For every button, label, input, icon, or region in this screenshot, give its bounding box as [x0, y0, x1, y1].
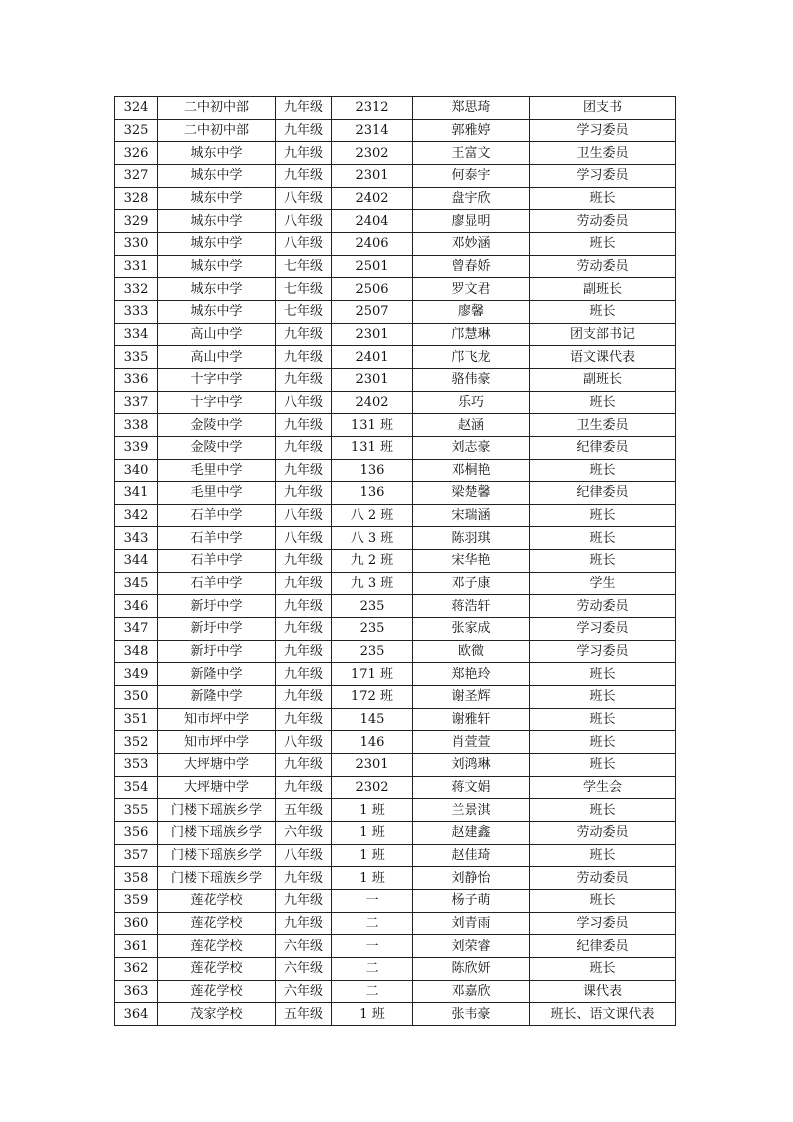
school-cell: 毛里中学 [158, 482, 276, 505]
school-cell: 城东中学 [158, 164, 276, 187]
school-cell: 知市坪中学 [158, 731, 276, 754]
table-row [115, 889, 676, 912]
row-number-cell: 346 [115, 595, 158, 618]
table-row [115, 550, 676, 573]
position-cell: 课代表 [530, 980, 676, 1003]
class-cell: 172 班 [332, 686, 413, 709]
table-row [115, 527, 676, 550]
row-number-cell: 327 [115, 164, 158, 187]
student-name-cell: 何泰宇 [413, 164, 530, 187]
grade-cell: 九年级 [276, 550, 332, 573]
student-name-cell: 赵涵 [413, 414, 530, 437]
row-number-cell: 342 [115, 504, 158, 527]
school-cell: 高山中学 [158, 346, 276, 369]
class-cell: 2314 [332, 119, 413, 142]
table-row [115, 210, 676, 233]
table-row [115, 912, 676, 935]
class-cell: 2301 [332, 754, 413, 777]
student-name-cell: 蒋文娟 [413, 776, 530, 799]
student-name-cell: 邓妙涵 [413, 232, 530, 255]
table-row [115, 436, 676, 459]
class-cell: 2301 [332, 164, 413, 187]
position-cell: 学习委员 [530, 119, 676, 142]
student-name-cell: 骆伟豪 [413, 368, 530, 391]
grade-cell: 九年级 [276, 640, 332, 663]
row-number-cell: 337 [115, 391, 158, 414]
position-cell: 班长 [530, 459, 676, 482]
student-name-cell: 郭雅婷 [413, 119, 530, 142]
class-cell: 2507 [332, 300, 413, 323]
student-name-cell: 杨子萌 [413, 889, 530, 912]
school-cell: 高山中学 [158, 323, 276, 346]
class-cell: 1 班 [332, 1003, 413, 1026]
table-row [115, 142, 676, 165]
class-cell: 171 班 [332, 663, 413, 686]
school-cell: 石羊中学 [158, 550, 276, 573]
grade-cell: 九年级 [276, 618, 332, 641]
row-number-cell: 348 [115, 640, 158, 663]
table-row [115, 459, 676, 482]
school-cell: 知市坪中学 [158, 708, 276, 731]
student-name-cell: 兰景淇 [413, 799, 530, 822]
grade-cell: 五年级 [276, 799, 332, 822]
school-cell: 新隆中学 [158, 663, 276, 686]
class-cell: 1 班 [332, 822, 413, 845]
row-number-cell: 334 [115, 323, 158, 346]
grade-cell: 七年级 [276, 278, 332, 301]
table-row [115, 867, 676, 890]
grade-cell: 九年级 [276, 119, 332, 142]
position-cell: 语文课代表 [530, 346, 676, 369]
table-row [115, 731, 676, 754]
grade-cell: 六年级 [276, 822, 332, 845]
class-cell: 136 [332, 482, 413, 505]
table-row [115, 300, 676, 323]
position-cell: 班长 [530, 844, 676, 867]
table-row [115, 663, 676, 686]
row-number-cell: 353 [115, 754, 158, 777]
student-name-cell: 廖馨 [413, 300, 530, 323]
class-cell: 二 [332, 912, 413, 935]
student-name-cell: 邓嘉欣 [413, 980, 530, 1003]
class-cell: 235 [332, 618, 413, 641]
school-cell: 石羊中学 [158, 572, 276, 595]
position-cell: 团支书 [530, 97, 676, 120]
student-name-cell: 刘志豪 [413, 436, 530, 459]
class-cell: 146 [332, 731, 413, 754]
table-row [115, 686, 676, 709]
row-number-cell: 325 [115, 119, 158, 142]
grade-cell: 九年级 [276, 889, 332, 912]
position-cell: 学习委员 [530, 640, 676, 663]
table-row [115, 754, 676, 777]
student-name-cell: 郑艳玲 [413, 663, 530, 686]
table-row [115, 1003, 676, 1026]
student-name-cell: 欧微 [413, 640, 530, 663]
student-name-cell: 刘青雨 [413, 912, 530, 935]
grade-cell: 八年级 [276, 232, 332, 255]
row-number-cell: 333 [115, 300, 158, 323]
class-cell: 136 [332, 459, 413, 482]
class-cell: 1 班 [332, 867, 413, 890]
school-cell: 门楼下瑶族乡学 [158, 822, 276, 845]
class-cell: 2406 [332, 232, 413, 255]
table-row [115, 957, 676, 980]
table-row [115, 232, 676, 255]
position-cell: 纪律委员 [530, 935, 676, 958]
row-number-cell: 336 [115, 368, 158, 391]
class-cell: 131 班 [332, 414, 413, 437]
class-cell: 八 2 班 [332, 504, 413, 527]
position-cell: 劳动委员 [530, 255, 676, 278]
position-cell: 班长 [530, 957, 676, 980]
school-cell: 毛里中学 [158, 459, 276, 482]
position-cell: 团支部书记 [530, 323, 676, 346]
student-name-cell: 宋瑞涵 [413, 504, 530, 527]
row-number-cell: 331 [115, 255, 158, 278]
position-cell: 班长 [530, 187, 676, 210]
class-cell: 235 [332, 640, 413, 663]
row-number-cell: 362 [115, 957, 158, 980]
position-cell: 班长 [530, 504, 676, 527]
position-cell: 劳动委员 [530, 595, 676, 618]
school-cell: 城东中学 [158, 210, 276, 233]
position-cell: 班长 [530, 731, 676, 754]
class-cell: 2301 [332, 323, 413, 346]
grade-cell: 九年级 [276, 414, 332, 437]
row-number-cell: 349 [115, 663, 158, 686]
class-cell: 八 3 班 [332, 527, 413, 550]
row-number-cell: 338 [115, 414, 158, 437]
grade-cell: 九年级 [276, 912, 332, 935]
student-name-cell: 肖萱萱 [413, 731, 530, 754]
row-number-cell: 352 [115, 731, 158, 754]
student-name-cell: 谢雅轩 [413, 708, 530, 731]
table-row [115, 391, 676, 414]
student-name-cell: 赵建鑫 [413, 822, 530, 845]
grade-cell: 八年级 [276, 187, 332, 210]
class-cell: 二 [332, 980, 413, 1003]
table-row [115, 119, 676, 142]
position-cell: 班长 [530, 300, 676, 323]
table-row [115, 187, 676, 210]
position-cell: 班长 [530, 527, 676, 550]
position-cell: 学生 [530, 572, 676, 595]
position-cell: 班长 [530, 391, 676, 414]
grade-cell: 五年级 [276, 1003, 332, 1026]
row-number-cell: 344 [115, 550, 158, 573]
row-number-cell: 361 [115, 935, 158, 958]
position-cell: 纪律委员 [530, 482, 676, 505]
grade-cell: 九年级 [276, 142, 332, 165]
row-number-cell: 341 [115, 482, 158, 505]
student-name-cell: 盘宇欣 [413, 187, 530, 210]
school-cell: 城东中学 [158, 187, 276, 210]
table-row [115, 595, 676, 618]
grade-cell: 九年级 [276, 595, 332, 618]
position-cell: 班长 [530, 708, 676, 731]
row-number-cell: 330 [115, 232, 158, 255]
position-cell: 班长、语文课代表 [530, 1003, 676, 1026]
table-row [115, 504, 676, 527]
school-cell: 金陵中学 [158, 414, 276, 437]
grade-cell: 九年级 [276, 97, 332, 120]
table-row [115, 323, 676, 346]
school-cell: 城东中学 [158, 278, 276, 301]
table-row [115, 346, 676, 369]
position-cell: 学习委员 [530, 912, 676, 935]
school-cell: 莲花学校 [158, 935, 276, 958]
class-cell: 二 [332, 957, 413, 980]
class-cell: 2506 [332, 278, 413, 301]
student-name-cell: 蒋浩轩 [413, 595, 530, 618]
school-cell: 新圩中学 [158, 640, 276, 663]
grade-cell: 八年级 [276, 391, 332, 414]
student-name-cell: 谢圣辉 [413, 686, 530, 709]
student-name-cell: 梁楚馨 [413, 482, 530, 505]
table-row [115, 482, 676, 505]
row-number-cell: 356 [115, 822, 158, 845]
position-cell: 班长 [530, 686, 676, 709]
school-cell: 门楼下瑶族乡学 [158, 844, 276, 867]
student-name-cell: 曾春娇 [413, 255, 530, 278]
grade-cell: 六年级 [276, 980, 332, 1003]
row-number-cell: 364 [115, 1003, 158, 1026]
grade-cell: 七年级 [276, 255, 332, 278]
row-number-cell: 340 [115, 459, 158, 482]
school-cell: 莲花学校 [158, 912, 276, 935]
row-number-cell: 350 [115, 686, 158, 709]
grade-cell: 八年级 [276, 844, 332, 867]
school-cell: 金陵中学 [158, 436, 276, 459]
class-cell: 2404 [332, 210, 413, 233]
school-cell: 莲花学校 [158, 889, 276, 912]
row-number-cell: 339 [115, 436, 158, 459]
student-name-cell: 张家成 [413, 618, 530, 641]
student-name-cell: 邝飞龙 [413, 346, 530, 369]
table-row [115, 640, 676, 663]
student-name-cell: 罗文君 [413, 278, 530, 301]
row-number-cell: 354 [115, 776, 158, 799]
student-name-cell: 赵佳琦 [413, 844, 530, 867]
row-number-cell: 355 [115, 799, 158, 822]
table-row [115, 822, 676, 845]
grade-cell: 九年级 [276, 708, 332, 731]
school-cell: 新圩中学 [158, 618, 276, 641]
table-row [115, 776, 676, 799]
grade-cell: 九年级 [276, 754, 332, 777]
table-row [115, 572, 676, 595]
class-cell: 2501 [332, 255, 413, 278]
position-cell: 班长 [530, 799, 676, 822]
grade-cell: 八年级 [276, 527, 332, 550]
school-cell: 大坪塘中学 [158, 776, 276, 799]
position-cell: 劳动委员 [530, 210, 676, 233]
table-row [115, 935, 676, 958]
class-cell: 131 班 [332, 436, 413, 459]
class-cell: 一 [332, 889, 413, 912]
position-cell: 劳动委员 [530, 867, 676, 890]
school-cell: 新隆中学 [158, 686, 276, 709]
class-cell: 1 班 [332, 844, 413, 867]
table-row [115, 799, 676, 822]
student-name-cell: 廖显明 [413, 210, 530, 233]
position-cell: 卫生委员 [530, 414, 676, 437]
grade-cell: 八年级 [276, 731, 332, 754]
table-row [115, 255, 676, 278]
position-cell: 班长 [530, 550, 676, 573]
school-cell: 城东中学 [158, 142, 276, 165]
school-cell: 门楼下瑶族乡学 [158, 799, 276, 822]
school-cell: 十字中学 [158, 391, 276, 414]
grade-cell: 八年级 [276, 210, 332, 233]
school-cell: 石羊中学 [158, 504, 276, 527]
table-row [115, 980, 676, 1003]
class-cell: 2302 [332, 776, 413, 799]
school-cell: 石羊中学 [158, 527, 276, 550]
position-cell: 卫生委员 [530, 142, 676, 165]
grade-cell: 六年级 [276, 957, 332, 980]
position-cell: 班长 [530, 663, 676, 686]
row-number-cell: 332 [115, 278, 158, 301]
class-cell: 2312 [332, 97, 413, 120]
school-cell: 茂家学校 [158, 1003, 276, 1026]
table-row [115, 708, 676, 731]
row-number-cell: 328 [115, 187, 158, 210]
table-row [115, 844, 676, 867]
student-roster-table [114, 96, 676, 1026]
position-cell: 学习委员 [530, 164, 676, 187]
school-cell: 大坪塘中学 [158, 754, 276, 777]
school-cell: 城东中学 [158, 232, 276, 255]
table-row [115, 618, 676, 641]
row-number-cell: 358 [115, 867, 158, 890]
school-cell: 莲花学校 [158, 957, 276, 980]
row-number-cell: 363 [115, 980, 158, 1003]
class-cell: 2402 [332, 187, 413, 210]
student-name-cell: 陈羽琪 [413, 527, 530, 550]
class-cell: 一 [332, 935, 413, 958]
grade-cell: 九年级 [276, 482, 332, 505]
position-cell: 班长 [530, 232, 676, 255]
school-cell: 城东中学 [158, 300, 276, 323]
row-number-cell: 351 [115, 708, 158, 731]
position-cell: 班长 [530, 889, 676, 912]
grade-cell: 九年级 [276, 776, 332, 799]
table-body [115, 97, 676, 1026]
grade-cell: 九年级 [276, 686, 332, 709]
school-cell: 二中初中部 [158, 119, 276, 142]
row-number-cell: 347 [115, 618, 158, 641]
position-cell: 班长 [530, 754, 676, 777]
grade-cell: 九年级 [276, 436, 332, 459]
row-number-cell: 326 [115, 142, 158, 165]
table-row [115, 164, 676, 187]
grade-cell: 九年级 [276, 323, 332, 346]
table-row [115, 278, 676, 301]
student-name-cell: 郑思琦 [413, 97, 530, 120]
position-cell: 学习委员 [530, 618, 676, 641]
student-name-cell: 刘静怡 [413, 867, 530, 890]
grade-cell: 六年级 [276, 935, 332, 958]
student-name-cell: 乐巧 [413, 391, 530, 414]
grade-cell: 九年级 [276, 346, 332, 369]
row-number-cell: 359 [115, 889, 158, 912]
student-name-cell: 刘荣睿 [413, 935, 530, 958]
class-cell: 2302 [332, 142, 413, 165]
class-cell: 145 [332, 708, 413, 731]
student-name-cell: 邓子康 [413, 572, 530, 595]
row-number-cell: 357 [115, 844, 158, 867]
school-cell: 新圩中学 [158, 595, 276, 618]
student-name-cell: 邓桐艳 [413, 459, 530, 482]
student-name-cell: 陈欣妍 [413, 957, 530, 980]
grade-cell: 八年级 [276, 504, 332, 527]
student-name-cell: 张韦豪 [413, 1003, 530, 1026]
class-cell: 1 班 [332, 799, 413, 822]
school-cell: 莲花学校 [158, 980, 276, 1003]
class-cell: 235 [332, 595, 413, 618]
row-number-cell: 329 [115, 210, 158, 233]
grade-cell: 九年级 [276, 663, 332, 686]
table-row [115, 414, 676, 437]
student-name-cell: 宋华艳 [413, 550, 530, 573]
student-name-cell: 邝慧琳 [413, 323, 530, 346]
position-cell: 纪律委员 [530, 436, 676, 459]
school-cell: 门楼下瑶族乡学 [158, 867, 276, 890]
table-row [115, 97, 676, 120]
student-name-cell: 王富文 [413, 142, 530, 165]
student-name-cell: 刘鸿琳 [413, 754, 530, 777]
class-cell: 九 2 班 [332, 550, 413, 573]
position-cell: 副班长 [530, 368, 676, 391]
school-cell: 二中初中部 [158, 97, 276, 120]
grade-cell: 七年级 [276, 300, 332, 323]
class-cell: 2301 [332, 368, 413, 391]
row-number-cell: 324 [115, 97, 158, 120]
row-number-cell: 345 [115, 572, 158, 595]
row-number-cell: 335 [115, 346, 158, 369]
school-cell: 十字中学 [158, 368, 276, 391]
class-cell: 九 3 班 [332, 572, 413, 595]
position-cell: 副班长 [530, 278, 676, 301]
row-number-cell: 343 [115, 527, 158, 550]
class-cell: 2402 [332, 391, 413, 414]
grade-cell: 九年级 [276, 572, 332, 595]
school-cell: 城东中学 [158, 255, 276, 278]
grade-cell: 九年级 [276, 164, 332, 187]
class-cell: 2401 [332, 346, 413, 369]
row-number-cell: 360 [115, 912, 158, 935]
grade-cell: 九年级 [276, 867, 332, 890]
table-row [115, 368, 676, 391]
position-cell: 劳动委员 [530, 822, 676, 845]
grade-cell: 九年级 [276, 459, 332, 482]
position-cell: 学生会 [530, 776, 676, 799]
grade-cell: 九年级 [276, 368, 332, 391]
